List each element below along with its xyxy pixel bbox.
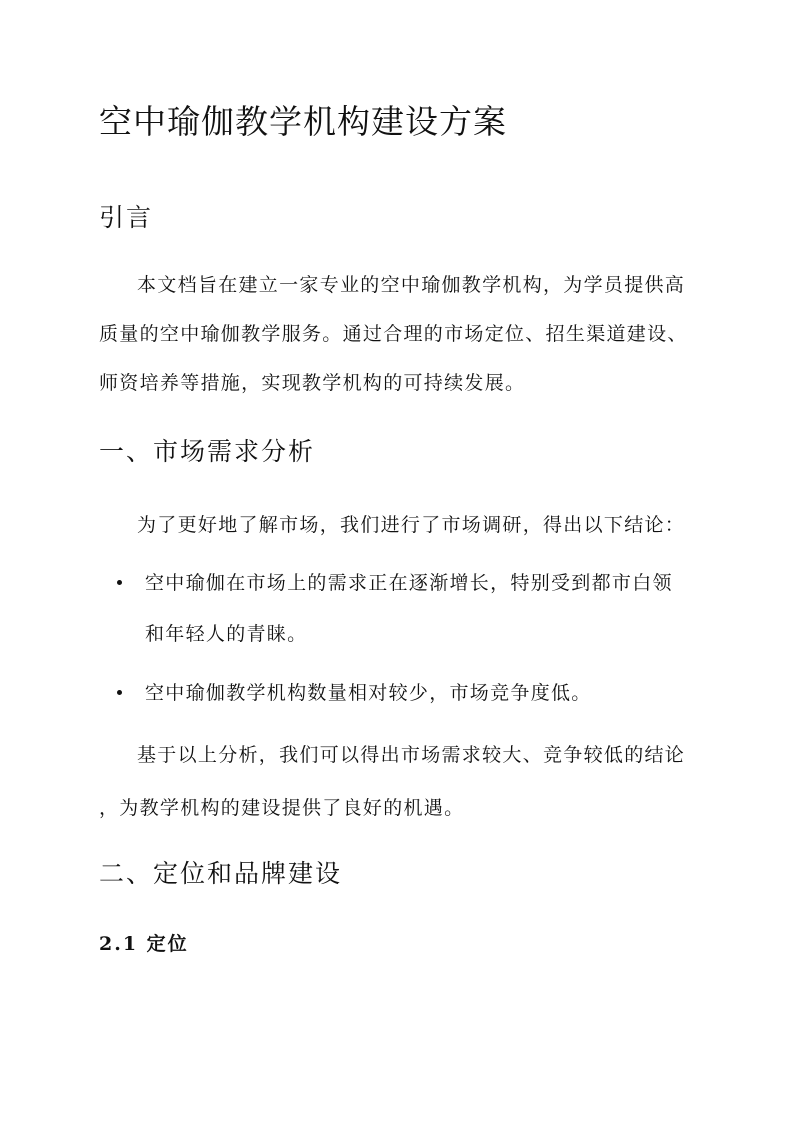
bullet-dot-icon bbox=[117, 580, 122, 585]
bullet-dot-icon bbox=[117, 690, 122, 695]
intro-line-2: 质量的空中瑜伽教学服务。通过合理的市场定位、招生渠道建设、 bbox=[99, 323, 688, 345]
subsection-2-1-heading: 2.1 定位 bbox=[99, 933, 189, 955]
intro-line-3: 师资培养等措施，实现教学机构的可持续发展。 bbox=[99, 372, 526, 394]
section1-heading: 一、市场需求分析 bbox=[99, 437, 316, 466]
section1-lead: 为了更好地了解市场，我们进行了市场调研，得出以下结论： bbox=[137, 514, 686, 536]
intro-line-1: 本文档旨在建立一家专业的空中瑜伽教学机构，为学员提供高 bbox=[137, 274, 686, 296]
conclusion-line-1: 基于以上分析，我们可以得出市场需求较大、竞争较低的结论 bbox=[137, 744, 686, 766]
intro-heading: 引言 bbox=[99, 203, 154, 232]
section2-heading: 二、定位和品牌建设 bbox=[99, 859, 343, 888]
bullet-2-line-1: 空中瑜伽教学机构数量相对较少，市场竞争度低。 bbox=[145, 682, 592, 704]
bullet-1-line-1: 空中瑜伽在市场上的需求正在逐渐增长，特别受到都市白领 bbox=[145, 572, 673, 594]
bullet-1-line-2: 和年轻人的青睐。 bbox=[145, 623, 308, 645]
document-title: 空中瑜伽教学机构建设方案 bbox=[99, 102, 507, 141]
conclusion-line-2: ，为教学机构的建设提供了良好的机遇。 bbox=[99, 797, 465, 819]
